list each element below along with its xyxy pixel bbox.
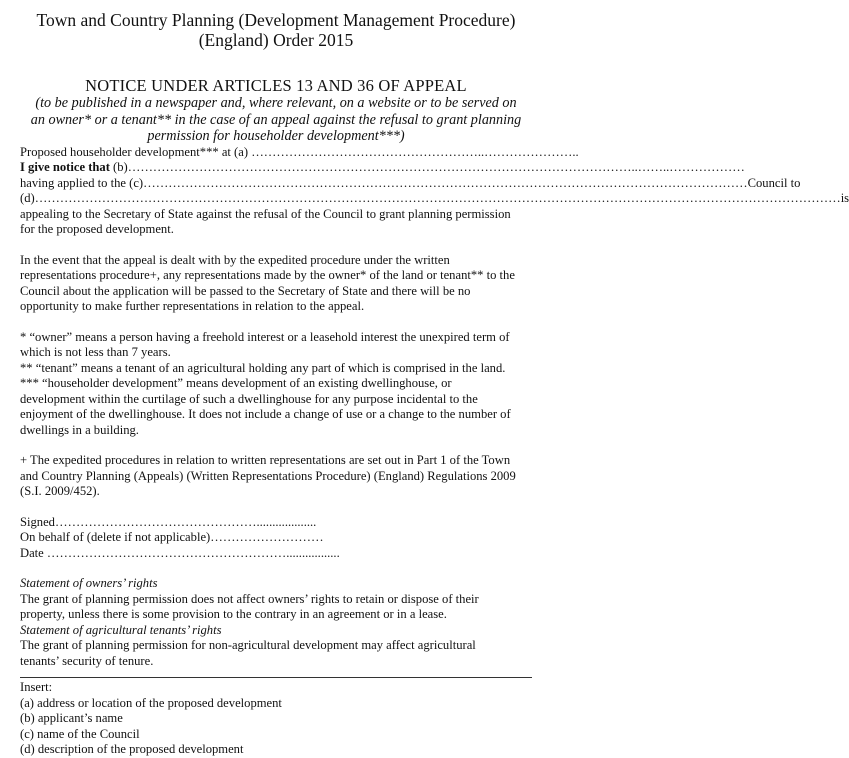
tenants-rights-line-2: tenants’ security of tenure. [20,653,154,668]
expedited-note-line-2: and Country Planning (Appeals) (Written Representations Procedure) (England) Regulations 2009 [20,468,516,483]
description-line [20,191,849,207]
is-label: is [840,191,849,205]
give-notice-label: I give notice that [20,160,110,174]
appealing-line-2: for the proposed development. [20,222,174,236]
householder-definition-line-3: enjoyment of the dwellinghouse. It does not include a change of use or a change to the number of [20,407,511,421]
having-applied-label: having applied to the (c) [20,175,144,190]
insert-item-c: (c) name of the Council [20,726,140,741]
having-applied-line [20,175,801,192]
insert-heading: Insert: [20,680,53,694]
order-title-line-2: (England) Order 2015 [198,30,354,50]
expedited-note-line-3: (S.I. 2009/452). [20,484,100,498]
householder-definition-line-1: *** “householder development” means development of an existing dwellinghouse, or [20,376,452,390]
owners-rights-line-2: property, unless there is some provision to the contrary in an agreement or in a lease. [20,607,447,621]
insert-item-b: (b) applicant’s name [20,711,123,725]
owner-definition-line-2: which is not less than 7 years. [20,345,171,359]
expedited-line-1: In the event that the appeal is dealt with by the expedited procedure under the written [20,252,450,267]
expedited-line-3: Council about the application will be passed to the Secretary of State and there will be no [20,283,471,298]
council-to-label: Council to [747,175,801,190]
definitions [20,330,532,439]
expedited-line-4: opportunity to make further representations in relation to the appeal. [20,299,365,313]
intro-line-3: permission for householder development***) [147,128,405,144]
on-behalf-field[interactable]: On behalf of (delete if not applicable)……………………… [20,530,324,544]
tenants-rights-line-1: The grant of planning permission for non-agricultural development may affect agricultural [20,638,476,652]
expedited-note [20,453,532,500]
order-title-line-1: Town and Country Planning (Development Management Procedure) [36,10,516,30]
owners-rights-line-1: The grant of planning permission does not affect owners’ rights to retain or dispose of their [20,591,479,606]
insert-notes [20,680,532,758]
description-field[interactable]: ………………………………………………………………………………………………………………………………………………………………………… [34,191,841,205]
order-title [20,10,532,50]
notice-intro [20,95,532,145]
proposed-development-line [20,144,579,161]
expedited-line-2: representations procedure+, any representations made by the owner* of the land or tenant** to the [20,268,515,282]
rights-statements [20,576,532,669]
give-notice-line [20,160,745,176]
expedited-procedure-paragraph [20,253,532,315]
council-field[interactable]: ……………………………………………………………………………………………………………………………… [143,175,748,190]
expedited-note-line-1: + The expedited procedures in relation to written representations are set out in Part 1 of the Town [20,453,511,467]
description-label: (d) [20,191,35,205]
tenant-definition: ** “tenant” means a tenant of an agricultural holding any part of which is comprised in the land. [20,360,506,375]
owners-rights-heading: Statement of owners’ rights [20,576,158,590]
intro-line-2: an owner* or a tenant** in the case of an appeal against the refusal to grant planning [30,111,522,128]
applicant-field[interactable]: (b)…………………………………………………………………………………………………………..……..……………… [109,160,745,174]
owner-definition-line-1: * “owner” means a person having a freehold interest or a leasehold interest the unexpired term of [20,329,510,344]
tenants-rights-heading: Statement of agricultural tenants’ rights [20,622,222,637]
proposed-development-label: Proposed householder development*** at (a) [20,144,252,159]
signature-block [20,515,532,562]
notice-title: NOTICE UNDER ARTICLES 13 AND 36 OF APPEAL [85,76,467,95]
notice-form [20,144,849,758]
householder-definition-line-2: development within the curtilage of such a dwellinghouse for any purpose incidental to the [20,391,478,406]
signed-field[interactable]: Signed…………………………………………................... [20,514,317,529]
proposed-development-field[interactable]: ………………………………………………..………………….. [251,144,579,159]
appealing-line-1: appealing to the Secretary of State against the refusal of the Council to grant planning permission [20,206,511,221]
intro-line-1: (to be published in a newspaper and, where relevant, on a website or to be served on [35,95,517,111]
householder-definition-line-4: dwellings in a building. [20,422,139,437]
insert-item-a: (a) address or location of the proposed development [20,695,282,710]
insert-item-d: (d) description of the proposed development [20,742,244,756]
date-field[interactable]: Date …………………………………………………................. [20,545,340,560]
insert-divider [20,677,532,678]
